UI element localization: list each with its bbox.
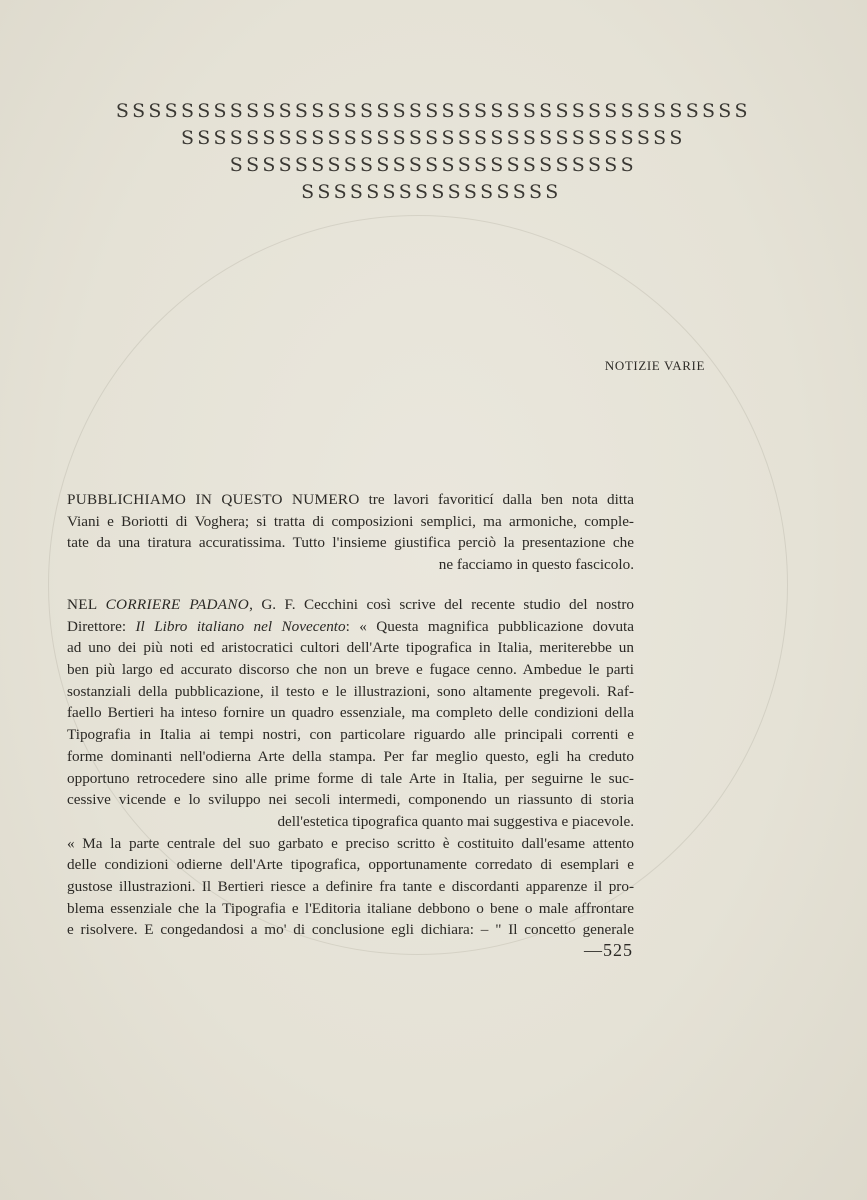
- book-title: Il Libro italiano nel Novecento: [135, 617, 346, 635]
- section-title: NOTIZIE VARIE: [604, 358, 705, 373]
- ornament-row-1: SSSSSSSSSSSSSSSSSSSSSSSSSSSSSSSSSSSSSSS: [115, 100, 752, 122]
- text-fragment: tre lavori favoriticí dalla ben nota ditta: [359, 491, 634, 508]
- text-line: [67, 489, 634, 511]
- text-fragment: : « Questa magnifica pubblicazione dovuta: [345, 617, 635, 635]
- text-line: opportuno retrocedere sino alle prime forme di tale Arte in Italia, per seguirne le suc-: [67, 769, 634, 787]
- ornament-row-4: SSSSSSSSSSSSSSSS: [301, 181, 562, 203]
- text-line: forme dominanti nell'odierna Arte della stampa. Per far meglio questo, egli ha creduto: [67, 747, 634, 765]
- text-line: Tipografia in Italia ai tempi nostri, con particolare riguardo alle principali correnti e: [67, 726, 634, 744]
- text-line: ne facciamo in questo fascicolo.: [438, 556, 634, 574]
- paragraph-lead: NEL: [67, 596, 106, 613]
- text-line: ben più largo ed accurato discorso che non un breve e fugace cenno. Ambedue le parti: [67, 661, 634, 679]
- text-line: Viani e Boriotti di Voghera; si tratta di composizioni semplici, ma armoniche, comple-: [67, 512, 634, 530]
- paragraph-corriere-padano: [67, 594, 634, 941]
- text-line: dell'estetica tipografica quanto mai suggestiva e piacevole.: [277, 812, 634, 830]
- paragraph-lead: PUBBLICHIAMO IN QUESTO NUMERO: [67, 491, 360, 508]
- text-line: ad uno dei più noti ed aristocratici cultori dell'Arte tipografica in Italia, meriterebbe un: [67, 639, 634, 657]
- text-fragment: , G. F. Cecchini così scrive del recente studio del nostro: [249, 596, 634, 613]
- page-number: —525: [584, 940, 633, 960]
- text-line: tate da una tiratura accuratissima. Tutto l'insieme giustifica perciò la presentazione che: [67, 534, 634, 552]
- text-line: [67, 616, 634, 638]
- text-fragment: Direttore:: [67, 617, 136, 635]
- text-line: delle condizioni odierne dell'Arte tipografica, opportunamente corredato di esemplari e: [67, 856, 634, 874]
- text-line: cessive vicende e lo sviluppo nei secoli intermedi, componendo un riassunto di storia: [67, 791, 634, 809]
- text-line: [67, 594, 634, 616]
- text-line: « Ma la parte centrale del suo garbato e preciso scritto è costituito dall'esame attento: [67, 834, 634, 852]
- ornament-row-3: SSSSSSSSSSSSSSSSSSSSSSSSS: [229, 154, 638, 176]
- ornament-row-2: SSSSSSSSSSSSSSSSSSSSSSSSSSSSSSS: [180, 127, 687, 149]
- text-line: gustose illustrazioni. Il Bertieri riesce a definire fra tante e discordanti apparenze il pro-: [67, 877, 634, 895]
- text-line: e risolvere. E congedandosi a mo' di conclusione egli dichiara: – " Il concetto generale: [67, 921, 634, 939]
- text-line: sostanziali della pubblicazione, il testo e le illustrazioni, sono altamente pregevoli. Raf-: [67, 682, 634, 700]
- paragraph-pubblichiamo: [67, 489, 634, 576]
- text-line: faello Bertieri ha inteso fornire un quadro essenziale, ma completo delle condizioni della: [67, 704, 634, 722]
- newspaper-title: CORRIERE PADANO: [105, 596, 250, 613]
- text-line: blema essenziale che la Tipografia e l'Editoria italiane debbono o bene o male affrontare: [67, 899, 634, 917]
